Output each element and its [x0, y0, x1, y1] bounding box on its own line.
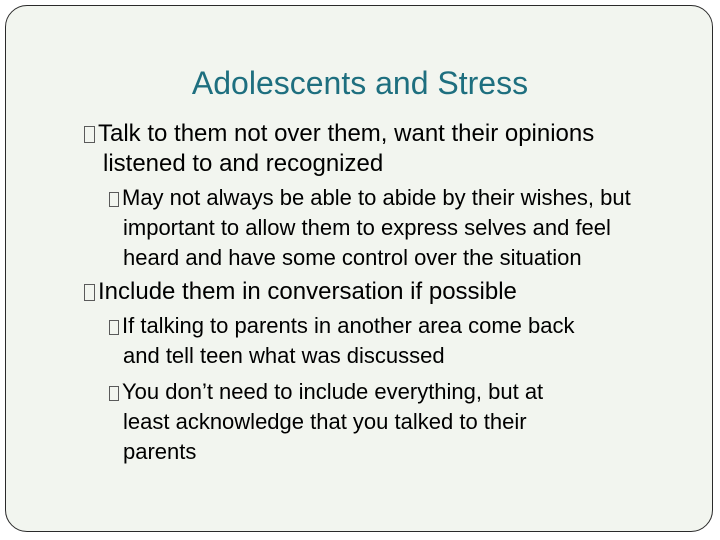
bullet-line: [109, 407, 543, 437]
bullet-text: If talking to parents in another area come back: [122, 313, 575, 338]
bullet-line: [109, 243, 631, 273]
bullet-line: [84, 277, 517, 307]
bullet-text: You don’t need to include everything, but at: [122, 379, 544, 404]
slide-title: [0, 63, 720, 103]
bullet-item: [84, 277, 517, 307]
bullet-text: listened to and recognized: [103, 150, 384, 177]
square-bullet-icon: [84, 284, 95, 301]
sub-bullet-item: [109, 183, 631, 273]
bullet-line: [84, 119, 594, 149]
square-bullet-icon: [109, 386, 119, 401]
square-bullet-icon: [109, 192, 119, 207]
bullet-text: May not always be able to abide by their wishes, but: [122, 185, 631, 210]
bullet-line: [109, 377, 543, 407]
bullet-text: Talk to them not over them, want their opinions: [98, 120, 595, 147]
sub-bullet-item: [109, 377, 543, 467]
bullet-item: [84, 119, 594, 179]
bullet-text: least acknowledge that you talked to their: [123, 409, 527, 434]
square-bullet-icon: [109, 320, 119, 335]
bullet-text: important to allow them to express selves and feel: [123, 215, 611, 240]
bullet-text: parents: [123, 439, 197, 464]
bullet-line: [109, 437, 543, 467]
bullet-line: [109, 213, 631, 243]
bullet-text: and tell teen what was discussed: [123, 343, 445, 368]
bullet-text: Include them in conversation if possible: [98, 278, 517, 305]
bullet-line: [109, 311, 574, 341]
slide-title-text: Adolescents and Stress: [191, 65, 529, 101]
bullet-line: [109, 183, 631, 213]
sub-bullet-item: [109, 311, 574, 371]
bullet-line: [109, 341, 574, 371]
bullet-line: [84, 149, 594, 179]
bullet-text: heard and have some control over the situation: [123, 245, 582, 270]
square-bullet-icon: [84, 126, 95, 143]
